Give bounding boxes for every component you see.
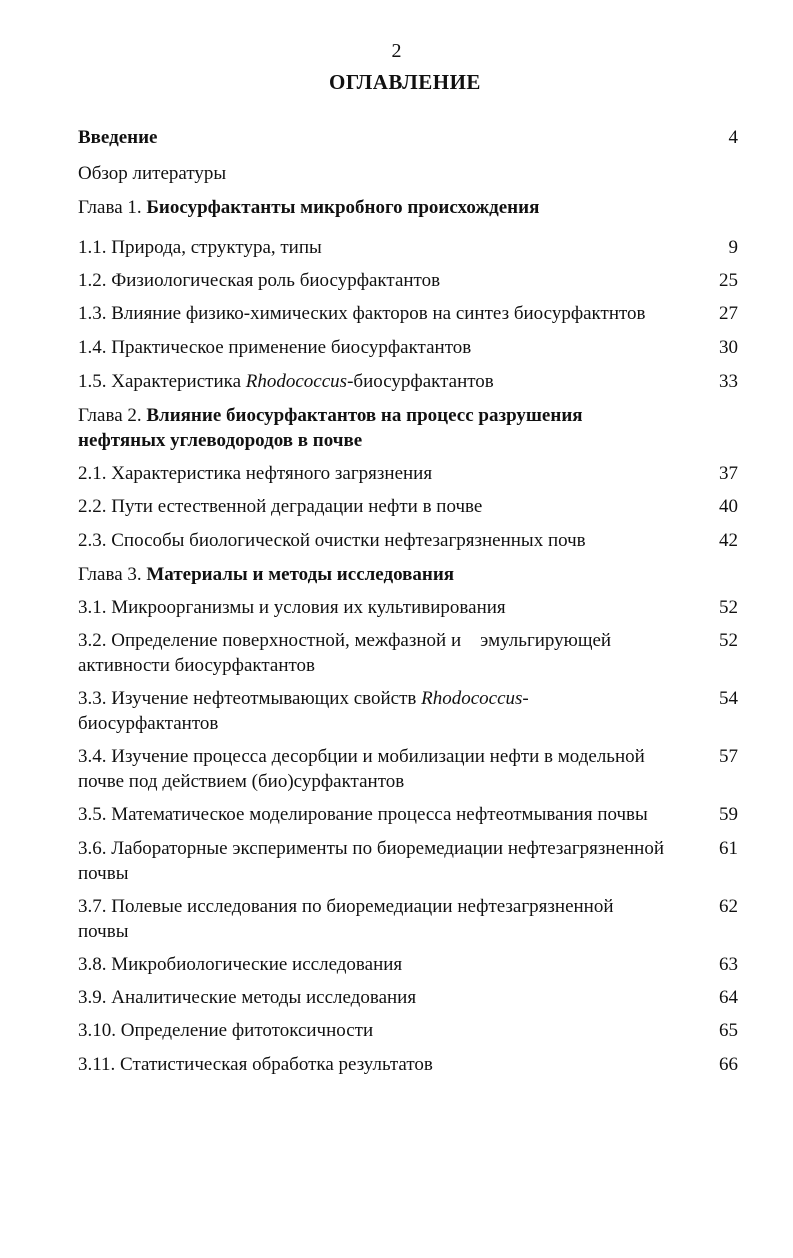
toc-entry-line-2: почвы bbox=[78, 863, 129, 884]
chapter-label: Глава 2. bbox=[78, 405, 147, 426]
toc-entry-text bbox=[78, 562, 700, 587]
toc-entry-text: 1.1. Природа, структура, типы bbox=[78, 237, 322, 258]
toc-entry-text bbox=[78, 894, 700, 944]
toc-entry-text: 3.10. Определение фитотоксичности bbox=[78, 1020, 374, 1041]
toc-entry-text bbox=[78, 744, 700, 794]
toc-entry-text: 2.3. Способы биологической очистки нефтезагрязненных почв bbox=[78, 530, 586, 551]
toc-entry-page: 37 bbox=[719, 463, 738, 484]
toc-entry-text-prefix: 3.3. Изучение нефтеотмывающих свойств bbox=[78, 688, 422, 709]
chapter-title: Влияние биосурфактантов на процесс разрушения bbox=[146, 405, 583, 426]
toc-entry-text-suffix: - bbox=[522, 688, 529, 709]
toc-entry-page: 40 bbox=[719, 496, 738, 517]
toc-entry-line-2: активности биосурфактантов bbox=[78, 655, 316, 676]
toc-entry-text: 2.2. Пути естественной деградации нефти в почве bbox=[78, 496, 483, 517]
chapter-title-line-2: нефтяных углеводородов в почве bbox=[78, 430, 363, 451]
toc-entry-page: 52 bbox=[719, 630, 738, 651]
toc-entry-text: 3.1. Микроорганизмы и условия их культивирования bbox=[78, 597, 506, 618]
toc-entry-page: 65 bbox=[719, 1020, 738, 1041]
toc-entry-page: 4 bbox=[728, 127, 738, 148]
toc-entry-line-2: биосурфактантов bbox=[78, 713, 219, 734]
toc-entry-text: 3.9. Аналитические методы исследования bbox=[78, 987, 417, 1008]
page-number: 2 bbox=[391, 40, 402, 62]
toc-entry-text bbox=[78, 836, 700, 886]
toc-entry-page: 42 bbox=[719, 530, 738, 551]
chapter-title: Материалы и методы исследования bbox=[146, 564, 455, 585]
page-title: ОГЛАВЛЕНИЕ bbox=[329, 70, 481, 94]
toc-entry-text: 3.5. Математическое моделирование процесса нефтеотмывания почвы bbox=[78, 804, 648, 825]
chapter-label: Глава 1. bbox=[78, 197, 147, 218]
toc-entry-page: 9 bbox=[728, 237, 738, 258]
toc-entry-page: 61 bbox=[719, 838, 738, 859]
toc-entry-text: 1.3. Влияние физико-химических факторов на синтез биосурфактнтов bbox=[78, 303, 646, 324]
toc-entry-page: 63 bbox=[719, 954, 738, 975]
toc-entry-page: 59 bbox=[719, 804, 738, 825]
toc-entry-line-1: 3.7. Полевые исследования по биоремедиации нефтезагрязненной bbox=[78, 896, 614, 917]
toc-entry-text: Введение bbox=[78, 127, 158, 148]
toc-entry-text-prefix: 1.5. Характеристика bbox=[78, 371, 246, 392]
toc-entry-text bbox=[78, 369, 700, 394]
toc-entry-page: 52 bbox=[719, 597, 738, 618]
toc-entry-text: 1.2. Физиологическая роль биосурфактантов bbox=[78, 270, 441, 291]
toc-entry-text: 3.11. Статистическая обработка результатов bbox=[78, 1054, 433, 1075]
toc-entry-text: 2.1. Характеристика нефтяного загрязнения bbox=[78, 463, 433, 484]
chapter-title: Биосурфактанты микробного происхождения bbox=[146, 197, 540, 218]
toc-entry-text bbox=[78, 195, 700, 220]
toc-entry-page: 66 bbox=[719, 1054, 738, 1075]
toc-entry-line-2: почве под действием (био)сурфактантов bbox=[78, 771, 405, 792]
chapter-label: Глава 3. bbox=[78, 564, 147, 585]
toc-entry-text: 3.8. Микробиологические исследования bbox=[78, 954, 403, 975]
toc-entry-line-1: 3.2. Определение поверхностной, межфазной и эмульгирующей bbox=[78, 630, 612, 651]
toc-entry-text bbox=[78, 403, 700, 453]
toc-entry-line-1: 3.4. Изучение процесса десорбции и мобилизации нефти в модельной bbox=[78, 746, 645, 767]
species-name: Rhodococcus bbox=[245, 371, 348, 392]
toc-entry-page: 30 bbox=[719, 337, 738, 358]
species-name: Rhodococcus bbox=[421, 688, 523, 709]
toc-entry-page: 27 bbox=[719, 303, 738, 324]
toc-entry-line-1: 3.6. Лабораторные эксперименты по биоремедиации нефтезагрязненной bbox=[78, 838, 665, 859]
toc-entry-page: 25 bbox=[719, 270, 738, 291]
toc-entry-text: Обзор литературы bbox=[78, 163, 227, 184]
toc-entry-line-2: почвы bbox=[78, 921, 129, 942]
toc-entry-page: 54 bbox=[719, 688, 738, 709]
toc-entry-page: 62 bbox=[719, 896, 738, 917]
toc-entry-page: 57 bbox=[719, 746, 738, 767]
toc-entry-text bbox=[78, 628, 700, 678]
toc-entry-page: 64 bbox=[719, 987, 738, 1008]
toc-entry-text bbox=[78, 686, 700, 736]
toc-entry-text-suffix: -биосурфактантов bbox=[347, 371, 494, 392]
toc-entry-page: 33 bbox=[719, 371, 738, 392]
toc-entry-text: 1.4. Практическое применение биосурфактантов bbox=[78, 337, 472, 358]
